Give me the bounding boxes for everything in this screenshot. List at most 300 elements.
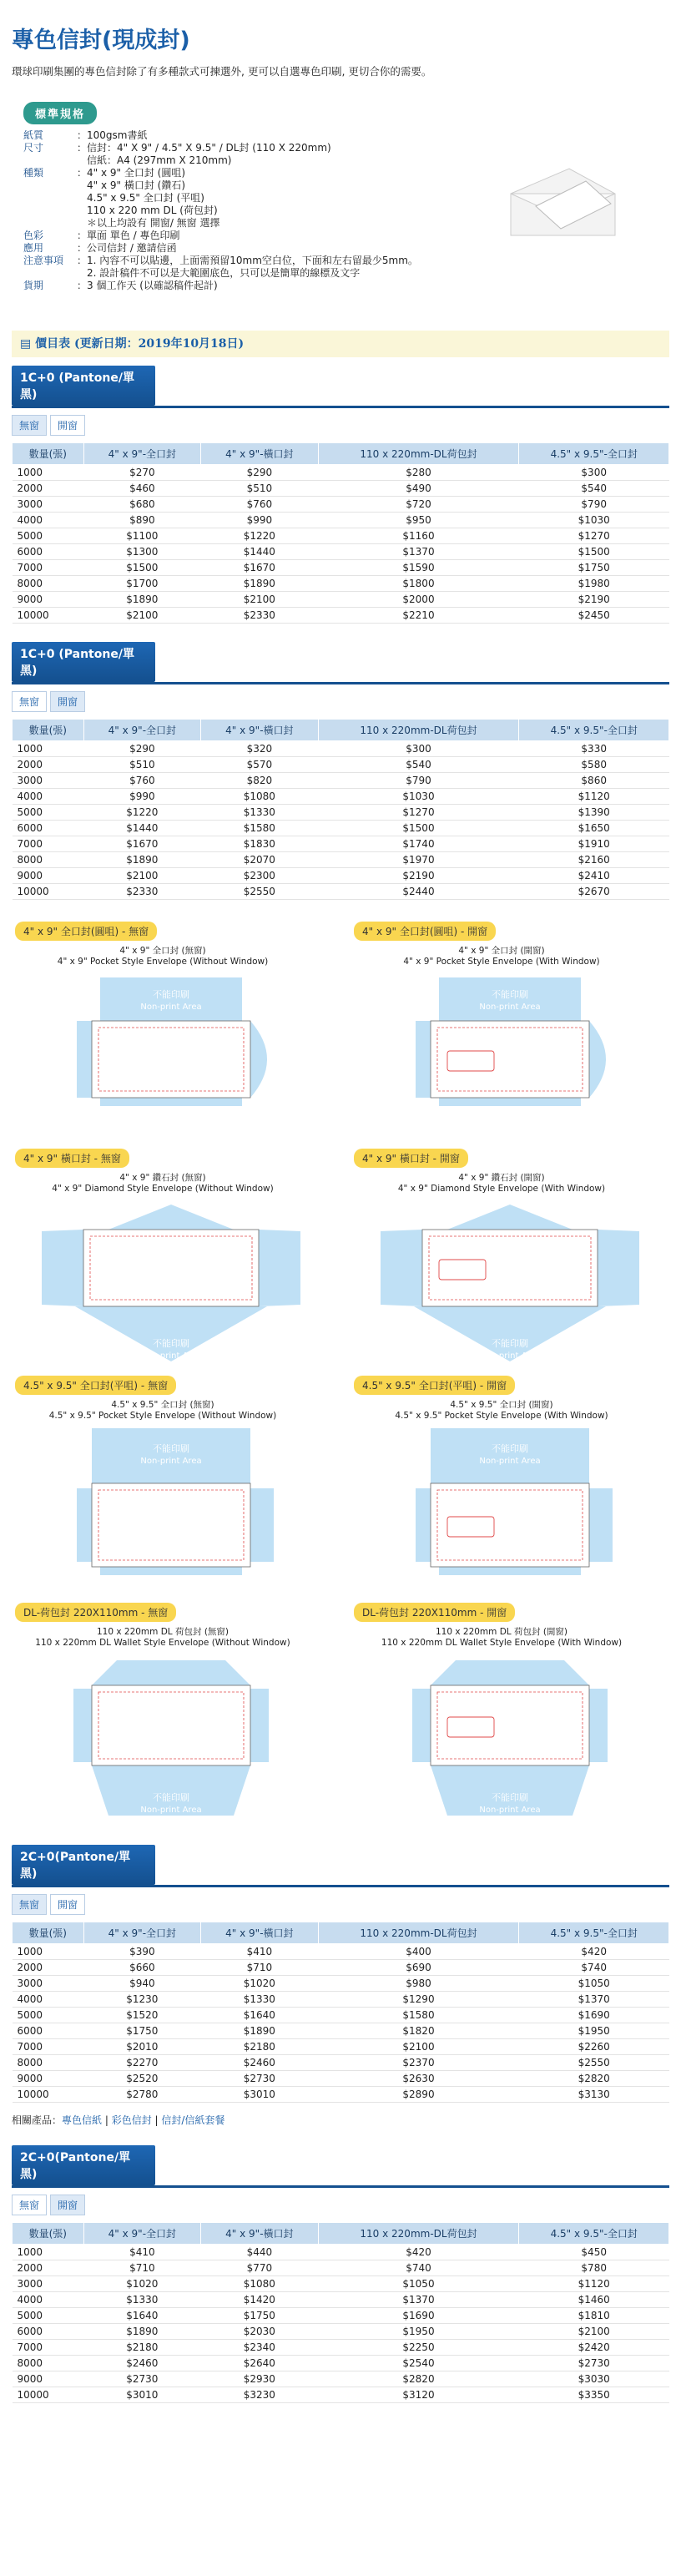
quantity-cell: 7000 [13,2039,84,2055]
price-cell: $2820 [318,2371,519,2387]
nonprint-label-en: Non-print Area [140,1457,202,1466]
related-link-3[interactable]: 信封/信紙套餐 [161,2114,225,2126]
price-cell: $1690 [318,2308,519,2324]
quantity-cell: 9000 [13,868,84,884]
quantity-cell: 3000 [13,497,84,513]
table-row [13,2023,669,2039]
quantity-cell: 3000 [13,773,84,789]
section-divider [12,1885,669,1887]
related-products: 相關產品：專色信紙 | 彩色信封 | 信封/信紙套餐 [12,2114,225,2126]
price-cell: $1890 [201,2023,319,2039]
price-cell: $3120 [318,2387,519,2403]
spec-value [77,280,669,292]
quantity-cell: 6000 [13,2324,84,2340]
price-cell: $740 [318,2260,519,2276]
price-cell: $1460 [519,2292,669,2308]
price-cell: $2730 [201,2071,319,2087]
price-cell: $720 [318,497,519,513]
price-cell: $390 [83,1944,201,1960]
price-cell: $1370 [318,2292,519,2308]
table-row [13,528,669,544]
price-cell: $280 [318,465,519,481]
price-cell: $1810 [519,2308,669,2324]
price-cell: $1120 [519,2276,669,2292]
price-cell: $450 [519,2245,669,2260]
nonprint-label-en: Non-print Area [479,1806,541,1815]
table-row [13,481,669,497]
spec-key: 色彩 [23,230,44,241]
price-cell: $2370 [318,2055,519,2071]
price-cell: $2340 [201,2340,319,2356]
price-cell: $2450 [519,608,669,624]
tab-no-window[interactable]: 無窗 [12,2195,47,2215]
column-header: 4" x 9"-全口封 [83,1922,201,1944]
price-cell: $2000 [318,592,519,608]
diagram-caption-zh: 4.5" x 9.5" 全口封 (開窗) [450,1400,553,1410]
price-cell: $540 [519,481,669,497]
column-header: 數量(張) [13,443,84,465]
price-cell: $1580 [318,2008,519,2023]
spec-value-line: 信紙：A4 (297mm X 210mm) [87,154,232,166]
price-cell: $2330 [201,608,319,624]
tab-no-window[interactable]: 無窗 [12,1894,47,1915]
spec-value-line: ＊以上均設有 開窗/ 無窗 選擇 [87,217,220,229]
price-cell: $3350 [519,2387,669,2403]
price-cell: $300 [519,465,669,481]
table-row [13,2308,669,2324]
quantity-cell: 9000 [13,2371,84,2387]
price-cell: $2820 [519,2071,669,2087]
diagram-caption-en: 4.5" x 9.5" Pocket Style Envelope (Without Window) [48,1411,277,1421]
price-cell: $2550 [201,884,319,900]
table-row [13,513,669,528]
price-cell: $1390 [519,805,669,821]
price-cell: $1440 [83,821,201,836]
price-cell: $1950 [318,2324,519,2340]
envelope-diagram [12,1149,330,1376]
price-cell: $1080 [201,2276,319,2292]
price-cell: $3230 [201,2387,319,2403]
column-header: 4" x 9"-全口封 [83,2223,201,2245]
nonprint-label-en: Non-print Area [140,1806,202,1815]
spec-value-line: ：信封：4" X 9" / 4.5" X 9.5" / DL封 (110 X 220mm) [77,142,331,154]
quantity-cell: 8000 [13,852,84,868]
window-tabs [12,415,669,436]
table-row [13,757,669,773]
diagram-caption-en: 110 x 220mm DL Wallet Style Envelope (Without Window) [35,1638,290,1648]
nonprint-label-en: Non-print Area [479,1003,541,1012]
price-cell: $2640 [201,2356,319,2371]
price-cell: $420 [318,2245,519,2260]
price-cell: $1890 [83,852,201,868]
price-cell: $1220 [83,805,201,821]
price-cell: $1890 [83,592,201,608]
nonprint-label-en: Non-print Area [140,1003,202,1012]
quantity-cell: 5000 [13,2308,84,2324]
diagram-caption [351,1173,653,1195]
spec-key: 注意事項 [23,255,64,266]
price-cell: $990 [201,513,319,528]
table-row [13,576,669,592]
table-row [13,2387,669,2403]
price-cell: $2270 [83,2055,201,2071]
table-row [13,2324,669,2340]
diagram-caption-en: 110 x 220mm DL Wallet Style Envelope (With Window) [381,1638,623,1648]
price-cell: $3010 [201,2087,319,2103]
spec-key: 紙質 [23,129,44,141]
price-cell: $1330 [83,2292,201,2308]
diagram-caption-zh: 4" x 9" 鑽石封 (開窗) [458,1173,545,1183]
column-header: 4" x 9"-全口封 [83,443,201,465]
quantity-cell: 8000 [13,2356,84,2371]
diagram-caption [12,1627,314,1649]
price-cell: $420 [519,1944,669,1960]
nonprint-label-zh: 不能印刷 [492,1792,528,1803]
window-tabs [12,1894,669,1915]
table-row [13,2087,669,2103]
price-cell: $1080 [201,789,319,805]
price-cell: $680 [83,497,201,513]
tab-no-window[interactable]: 無窗 [12,415,47,436]
price-cell: $890 [83,513,201,528]
price-cell: $1020 [201,1976,319,1992]
price-cell: $1030 [519,513,669,528]
spec-row [23,280,669,292]
quantity-cell: 5000 [13,528,84,544]
diagram-caption-en: 4" x 9" Pocket Style Envelope (With Window) [403,957,600,967]
tab-with-window[interactable]: 開窗 [50,2195,85,2215]
quantity-cell: 9000 [13,2071,84,2087]
diagram-tag: DL-荷包封 220X110mm - 開窗 [354,1603,515,1622]
price-cell: $2100 [83,868,201,884]
price-cell: $440 [201,2245,319,2260]
spec-value-line: ：100gsm書紙 [77,129,148,141]
spec-value-line: 2. 設計稿件不可以是大範圍底色，只可以是簡單的線標及文字 [87,267,361,279]
page-title: 專色信封(現成封) [12,28,190,53]
quantity-cell: 7000 [13,2340,84,2356]
table-row [13,2356,669,2371]
price-cell: $2250 [318,2340,519,2356]
section-divider [12,406,669,408]
diagram-tag: 4.5" x 9.5" 全口封(平咀) - 開窗 [354,1376,515,1395]
table-row [13,836,669,852]
price-cell: $1050 [519,1976,669,1992]
price-cell: $1670 [201,560,319,576]
price-cell: $290 [201,465,319,481]
nonprint-label-zh: 不能印刷 [492,1443,528,1454]
price-cell: $690 [318,1960,519,1976]
diagram-grid [12,922,669,1830]
quantity-cell: 10000 [13,884,84,900]
quantity-cell: 10000 [13,2387,84,2403]
table-row [13,2276,669,2292]
quantity-cell: 1000 [13,1944,84,1960]
diagram-caption [351,1400,653,1422]
price-cell: $540 [318,757,519,773]
nonprint-label-zh: 不能印刷 [153,1792,189,1803]
price-cell: $1690 [519,2008,669,2023]
price-cell: $2100 [201,592,319,608]
price-cell: $1580 [201,821,319,836]
price-cell: $780 [519,2260,669,2276]
price-cell: $860 [519,773,669,789]
spec-key: 貨期 [23,280,44,291]
spec-tag: 標準規格 [23,102,97,124]
tab-with-window[interactable]: 開窗 [50,415,85,436]
diagram-tag: 4" x 9" 全口封(圓咀) - 開窗 [354,922,496,941]
section-title: 2C+0(Pantone/單黑) [12,1845,155,1885]
spec-value-line: ：3 個工作天 (以確認稿件起計) [77,280,218,291]
table-row [13,1960,669,1976]
price-cell: $2780 [83,2087,201,2103]
envelope-die-line [372,1198,648,1365]
quantity-cell: 2000 [13,481,84,497]
spec-value-line: ：公司信封 / 邀請信函 [77,242,177,254]
table-row [13,465,669,481]
price-cell: $1420 [201,2292,319,2308]
price-cell: $1650 [519,821,669,836]
price-cell: $1590 [318,560,519,576]
column-header: 數量(張) [13,2223,84,2245]
price-cell: $2630 [318,2071,519,2087]
quantity-cell: 3000 [13,1976,84,1992]
table-row [13,2071,669,2087]
quantity-cell: 4000 [13,2292,84,2308]
price-cell: $2190 [318,868,519,884]
price-cell: $770 [201,2260,319,2276]
price-cell: $1330 [201,805,319,821]
price-cell: $2160 [519,852,669,868]
price-cell: $1300 [83,544,201,560]
spec-value-line: 4.5" x 9.5" 全口封 (平咀) [87,192,204,204]
envelope-diagram [351,1149,669,1376]
price-cell: $2180 [83,2340,201,2356]
nonprint-label-zh: 不能印刷 [153,1443,189,1454]
related-label: 相關產品： [12,2114,63,2126]
nonprint-label-zh: 不能印刷 [153,1338,189,1349]
nonprint-label-zh: 不能印刷 [492,989,528,1000]
quantity-cell: 3000 [13,2276,84,2292]
price-cell: $1750 [519,560,669,576]
price-cell: $2260 [519,2039,669,2055]
diagram-tag: 4" x 9" 全口封(圓咀) - 無窗 [15,922,157,941]
price-cell: $1230 [83,1992,201,2008]
price-cell: $1950 [519,2023,669,2039]
price-cell: $1440 [201,544,319,560]
envelope-die-line [33,1652,309,1819]
price-cell: $2210 [318,608,519,624]
spec-value [77,242,669,255]
price-cell: $1020 [83,2276,201,2292]
related-link-1[interactable]: 專色信紙 [62,2114,103,2126]
price-cell: $2190 [519,592,669,608]
quantity-cell: 2000 [13,1960,84,1976]
spec-row [23,242,669,255]
quantity-cell: 1000 [13,465,84,481]
quantity-cell: 4000 [13,513,84,528]
table-row [13,497,669,513]
table-row [13,2008,669,2023]
nonprint-label-en: Non-print Area [479,1351,541,1361]
price-section [12,2145,669,2403]
price-cell: $1500 [318,821,519,836]
price-table-header [13,443,669,465]
price-table [12,719,669,900]
price-cell: $1890 [201,576,319,592]
price-cell: $790 [318,773,519,789]
price-cell: $1270 [318,805,519,821]
tab-no-window[interactable]: 無窗 [12,691,47,712]
price-cell: $2550 [519,2055,669,2071]
price-cell: $1330 [201,1992,319,2008]
tab-with-window[interactable]: 開窗 [50,1894,85,1915]
price-cell: $2670 [519,884,669,900]
column-header: 4.5" x 9.5"-全口封 [519,720,669,741]
price-cell: $510 [83,757,201,773]
price-cell: $2930 [201,2371,319,2387]
envelope-die-line [372,1652,648,1819]
price-cell: $2420 [519,2340,669,2356]
section-title: 2C+0(Pantone/單黑) [12,2145,155,2185]
table-row [13,2245,669,2260]
price-table-header [13,2223,669,2245]
section-title: 1C+0 (Pantone/單黑) [12,366,155,406]
price-cell: $2730 [83,2371,201,2387]
spec-value-line: 4" x 9" 橫口封 (鑽石) [87,179,186,191]
table-row [13,2340,669,2356]
nonprint-label-en: Non-print Area [479,1457,541,1466]
price-cell: $300 [318,741,519,757]
price-cell: $710 [201,1960,319,1976]
price-cell: $1100 [83,528,201,544]
price-date [12,331,669,357]
price-cell: $760 [201,497,319,513]
envelope-diagram [12,1376,330,1603]
quantity-cell: 1000 [13,741,84,757]
price-cell: $400 [318,1944,519,1960]
spec-value-line: ：4" x 9" 全口封 (圓咀) [77,167,186,179]
price-cell: $270 [83,465,201,481]
spec-value-line: ：單面 單色 / 專色印刷 [77,230,180,241]
price-cell: $1980 [519,576,669,592]
spec-row [23,255,669,280]
column-header: 110 x 220mm-DL荷包封 [318,720,519,741]
price-table [12,1922,669,2103]
spec-key: 種類 [23,167,44,179]
price-cell: $2520 [83,2071,201,2087]
diagram-caption-zh: 4" x 9" 鑽石封 (無窗) [119,1173,206,1183]
price-cell: $570 [201,757,319,773]
quantity-cell: 8000 [13,2055,84,2071]
price-cell: $940 [83,1976,201,1992]
price-section [12,1845,669,2103]
price-cell: $1050 [318,2276,519,2292]
spec-value-line: ：1. 內容不可以貼邊，上面需預留10mm空白位，下面和左右留最少5mm。 [77,255,418,266]
price-cell: $1500 [519,544,669,560]
diagram-caption-en: 4" x 9" Diamond Style Envelope (Without Window) [52,1184,274,1194]
intro-text: 環球印刷集團的專色信封除了有多種款式可揀選外, 更可以自選專色印刷, 更切合你的需要。 [12,65,432,78]
quantity-cell: 7000 [13,836,84,852]
price-cell: $580 [519,757,669,773]
price-cell: $2440 [318,884,519,900]
quantity-cell: 2000 [13,757,84,773]
diagram-caption-zh: 4" x 9" 全口封 (無窗) [119,946,206,956]
diagram-caption [12,1400,314,1422]
related-link-2[interactable]: 彩色信封 [111,2114,152,2126]
price-cell: $660 [83,1960,201,1976]
price-cell: $950 [318,513,519,528]
price-section [12,366,669,624]
nonprint-label-zh: 不能印刷 [492,1338,528,1349]
column-header: 數量(張) [13,1922,84,1944]
diagram-caption-en: 4.5" x 9.5" Pocket Style Envelope (With Window) [395,1411,608,1421]
envelope-diagram [351,922,669,1149]
table-row [13,2292,669,2308]
price-cell: $1640 [83,2308,201,2324]
diagram-caption [351,946,653,967]
price-cell: $1750 [83,2023,201,2039]
price-cell: $1820 [318,2023,519,2039]
price-cell: $980 [318,1976,519,1992]
nonprint-label-zh: 不能印刷 [153,989,189,1000]
price-cell: $490 [318,481,519,497]
price-cell: $1030 [318,789,519,805]
table-row [13,741,669,757]
table-row [13,592,669,608]
envelope-diagram [12,1603,330,1830]
price-cell: $3130 [519,2087,669,2103]
table-row [13,884,669,900]
window-tabs [12,691,669,712]
column-header: 4.5" x 9.5"-全口封 [519,1922,669,1944]
tab-with-window[interactable]: 開窗 [50,691,85,712]
price-cell: $2460 [83,2356,201,2371]
table-row [13,2371,669,2387]
price-cell: $460 [83,481,201,497]
diagram-caption [351,1627,653,1649]
price-cell: $2180 [201,2039,319,2055]
diagram-tag: 4.5" x 9.5" 全口封(平咀) - 無窗 [15,1376,176,1395]
envelope-die-line [372,971,648,1138]
spec-value [77,129,669,142]
price-cell: $1910 [519,836,669,852]
diagram-tag: 4" x 9" 橫口封 - 無窗 [15,1149,129,1168]
table-row [13,560,669,576]
price-cell: $3030 [519,2371,669,2387]
quantity-cell: 8000 [13,576,84,592]
quantity-cell: 4000 [13,789,84,805]
price-cell: $1520 [83,2008,201,2023]
price-cell: $790 [519,497,669,513]
price-cell: $320 [201,741,319,757]
section-title: 1C+0 (Pantone/單黑) [12,642,155,682]
column-header: 4.5" x 9.5"-全口封 [519,443,669,465]
table-row [13,805,669,821]
price-cell: $1370 [318,544,519,560]
table-row [13,544,669,560]
column-header: 4" x 9"-橫口封 [201,1922,319,1944]
price-cell: $3010 [83,2387,201,2403]
price-cell: $1740 [318,836,519,852]
price-cell: $990 [83,789,201,805]
table-row [13,2260,669,2276]
price-cell: $410 [201,1944,319,1960]
price-cell: $1290 [318,1992,519,2008]
column-header: 4" x 9"-橫口封 [201,2223,319,2245]
price-section [12,642,669,900]
quantity-cell: 7000 [13,560,84,576]
diagram-caption [12,946,314,967]
